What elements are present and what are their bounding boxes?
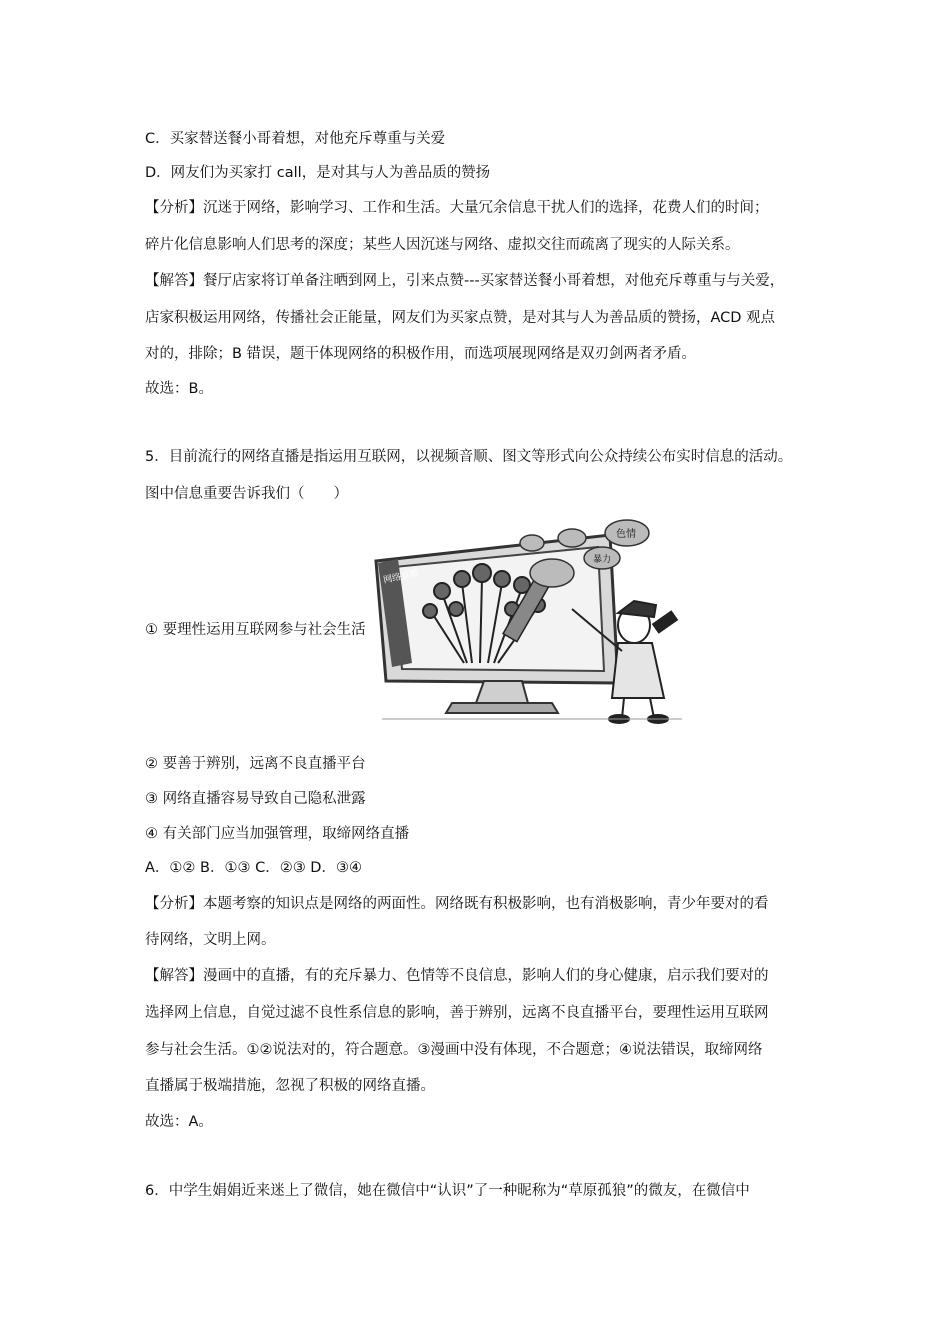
choice-result: 故选：B。	[145, 381, 213, 397]
answer-5-line-3: 参与社会生活。①②说法对的，符合题意。③漫画中没有体现，不合题意；④说法错误，取缔网络	[145, 1042, 763, 1058]
statement-3: ③ 网络直播容易导致自己隐私泄露	[145, 791, 366, 807]
answer-options: A．①② B．①③ C．②③ D．③④	[145, 860, 362, 876]
statement-1: ① 要理性运用互联网参与社会生活	[145, 622, 366, 638]
svg-text:网络直播: 网络直播	[382, 568, 420, 586]
cartoon-image	[372, 513, 690, 725]
option-c: C．买家替送餐小哥着想，对他充斥尊重与关爱	[145, 131, 446, 147]
bubble-label-2: 暴力	[593, 555, 612, 565]
question-5-line-2: 图中信息重要告诉我们（ ）	[145, 486, 348, 502]
analysis-line-1: 【分析】沉迷于网络，影响学习、工作和生活。大量冗余信息干扰人们的选择，花费人们的时间；	[145, 200, 769, 216]
answer-line-3: 对的，排除；B 错误，题干体现网络的积极作用，而选项展现网络是双刃剑两者矛盾。	[145, 346, 697, 362]
option-d: D．网友们为买家打 call，是对其与人为善品质的赞扬	[145, 165, 491, 181]
answer-5-line-4: 直播属于极端措施，忽视了积极的网络直播。	[145, 1078, 435, 1094]
analysis-line-2: 碎片化信息影响人们思考的深度；某些人因沉迷与网络、虚拟交往而疏离了现实的人际关系。	[145, 237, 740, 253]
question-5-line-1: 5．目前流行的网络直播是指运用互联网，以视频音顺、图文等形式向公众持续公布实时信息的活动。	[145, 449, 793, 465]
statement-2: ② 要善于辨别，远离不良直播平台	[145, 756, 366, 772]
bubble-label-1: 色情	[616, 529, 636, 540]
answer-line-1: 【解答】餐厅店家将订单备注晒到网上，引来点赞---买家替送餐小哥着想，对他充斥尊重与与关爱，	[145, 273, 785, 289]
analysis-5-line-1: 【分析】本题考察的知识点是网络的两面性。网络既有积极影响，也有消极影响，青少年要对的看	[145, 896, 769, 912]
choice-result-5: 故选：A。	[145, 1114, 213, 1130]
question-6-line-1: 6．中学生娟娟近来迷上了微信，她在微信中“认识”了一种昵称为“草原孤狼”的微友，在微信中	[145, 1183, 750, 1199]
answer-line-2: 店家积极运用网络，传播社会正能量，网友们为买家点赞，是对其与人为善品质的赞扬，ACD 观点	[145, 310, 776, 326]
answer-5-line-2: 选择网上信息，自觉过滤不良性系信息的影响，善于辨别，远离不良直播平台，要理性运用互联网	[145, 1005, 769, 1021]
analysis-5-line-2: 待网络，文明上网。	[145, 932, 276, 948]
answer-5-line-1: 【解答】漫画中的直播，有的充斥暴力、色情等不良信息，影响人们的身心健康，启示我们要对的	[145, 968, 769, 984]
statement-4: ④ 有关部门应当加强管理，取缔网络直播	[145, 826, 410, 842]
